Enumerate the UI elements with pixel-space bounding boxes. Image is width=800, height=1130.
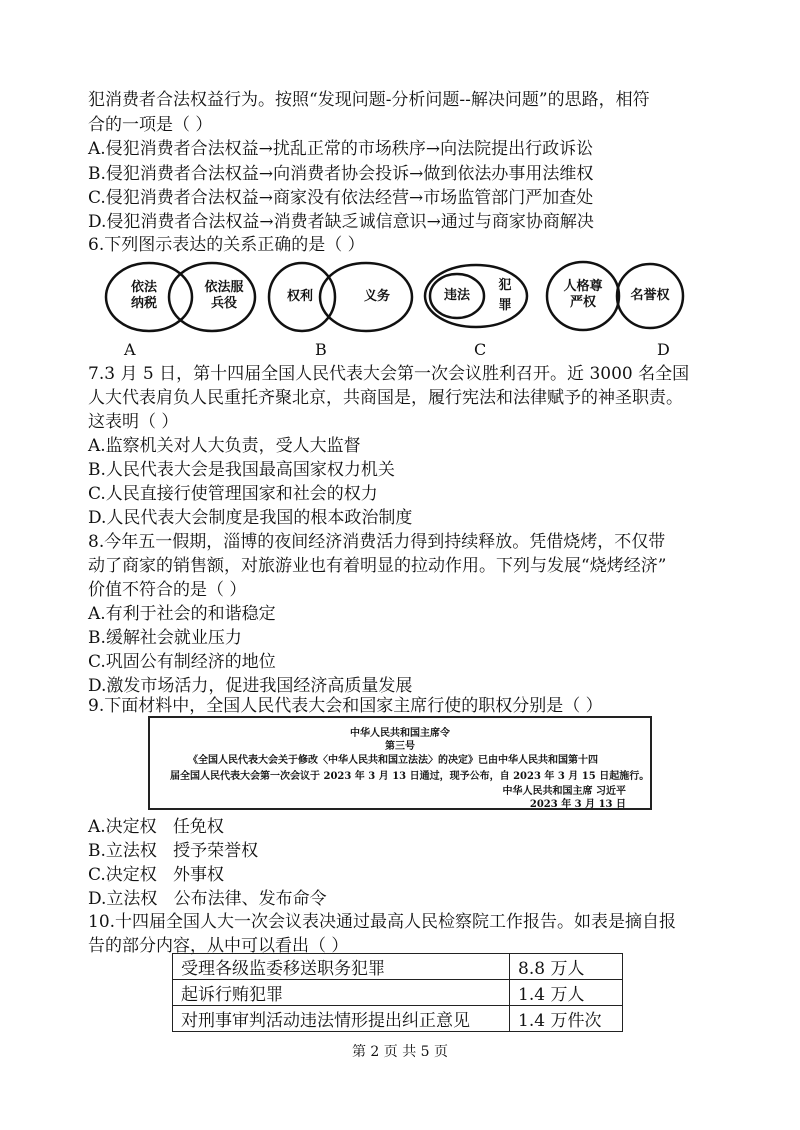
q9-option-a: A.决定权 任免权 bbox=[88, 817, 224, 837]
diagram-c-outer-label: 犯 罪 bbox=[498, 278, 512, 313]
diagram-a-letter: A bbox=[124, 340, 136, 359]
q8-option-a: A.有利于社会的和谐稳定 bbox=[88, 604, 276, 624]
table-cell-value: 1.4 万人 bbox=[510, 980, 623, 1006]
decree-body-line2: 届全国人民代表大会第一次会议于 2023 年 3 月 13 日通过，现予公布，自 2023 年 3 月 15 日起施行。 bbox=[170, 771, 650, 782]
diagram-c-inner-label: 违法 bbox=[443, 288, 470, 303]
q7-stem-line2: 人大代表肩负人民重托齐聚北京，共商国是，履行宪法和法律赋予的神圣职责。 bbox=[88, 388, 683, 408]
diagram-a-left-label: 依法 纳税 bbox=[130, 280, 157, 311]
q7-option-b: B.人民代表大会是我国最高国家权力机关 bbox=[88, 460, 395, 480]
q7-option-d: D.人民代表大会制度是我国的根本政治制度 bbox=[88, 508, 413, 528]
decree-body-line1: 《全国人民代表大会关于修改〈中华人民共和国立法法〉的决定》已由中华人民共和国第十四 bbox=[188, 755, 598, 766]
q5-option-c: C.侵犯消费者合法权益→商家没有依法经营→市场监管部门严加查处 bbox=[88, 188, 594, 208]
q9-option-d: D.立法权 公布法律、发布命令 bbox=[88, 889, 327, 909]
q7-option-c: C.人民直接行使管理国家和社会的权力 bbox=[88, 484, 378, 504]
page-footer: 第 2 页 共 5 页 bbox=[351, 1044, 449, 1060]
q5-option-a: A.侵犯消费者合法权益→扰乱正常的市场秩序→向法院提出行政诉讼 bbox=[88, 139, 594, 159]
diagram-b-right-label: 义务 bbox=[363, 289, 390, 304]
table-cell-item: 受理各级监委移送职务犯罪 bbox=[173, 954, 510, 980]
table-cell-value: 8.8 万人 bbox=[510, 954, 623, 980]
decree-number: 第三号 bbox=[385, 741, 415, 752]
q6-diagrams bbox=[0, 0, 800, 360]
q5-option-d: D.侵犯消费者合法权益→消费者缺乏诚信意识→通过与商家协商解决 bbox=[88, 212, 594, 232]
decree-box bbox=[148, 716, 652, 810]
q9-option-b: B.立法权 授予荣誉权 bbox=[88, 841, 259, 861]
table-cell-item: 对刑事审判活动违法情形提出纠正意见 bbox=[173, 1006, 510, 1032]
decree-signer: 中华人民共和国主席 习近平 bbox=[502, 786, 626, 797]
report-table bbox=[172, 953, 623, 1032]
diagram-b-left-label: 权利 bbox=[286, 289, 313, 304]
q8-option-c: C.巩固公有制经济的地位 bbox=[88, 652, 276, 672]
table-cell-item: 起诉行贿犯罪 bbox=[173, 980, 510, 1006]
q9-option-c: C.决定权 外事权 bbox=[88, 865, 225, 885]
q7-stem-line3: 这表明（ ） bbox=[88, 412, 179, 432]
table-row bbox=[173, 954, 623, 980]
diagram-d-letter: D bbox=[657, 340, 670, 359]
q8-option-d: D.激发市场活力，促进我国经济高质量发展 bbox=[88, 676, 413, 696]
q8-stem-line1: 8.今年五一假期，淄博的夜间经济消费活力得到持续释放。凭借烧烤，不仅带 bbox=[88, 532, 666, 552]
decree-date: 2023 年 3 月 13 日 bbox=[529, 799, 626, 810]
table-cell-value: 1.4 万件次 bbox=[510, 1006, 623, 1032]
diagram-d-left-label: 人格尊 严权 bbox=[563, 279, 603, 310]
table-row bbox=[173, 1006, 623, 1032]
q5-stem-line2: 合的一项是（ ） bbox=[88, 115, 213, 135]
q5-option-b: B.侵犯消费者合法权益→向消费者协会投诉→做到依法办事用法维权 bbox=[88, 164, 594, 184]
q8-option-b: B.缓解社会就业压力 bbox=[88, 628, 242, 648]
q6-stem: 6.下列图示表达的关系正确的是（ ） bbox=[88, 235, 365, 255]
q7-stem-line1: 7.3 月 5 日，第十四届全国人民代表大会第一次会议胜利召开。近 3000 名全国 bbox=[88, 364, 690, 384]
diagram-d-right-label: 名誉权 bbox=[630, 288, 670, 303]
q5-stem-line1: 犯消费者合法权益行为。按照“发现问题-分析问题--解决问题”的思路，相符 bbox=[88, 90, 650, 110]
decree-title: 中华人民共和国主席令 bbox=[350, 728, 450, 739]
q7-option-a: A.监察机关对人大负责，受人大监督 bbox=[88, 436, 361, 456]
q6-diagram-svg bbox=[0, 0, 800, 360]
diagram-a-right-label: 依法服 兵役 bbox=[204, 280, 244, 311]
q10-stem-line1: 10.十四届全国人大一次会议表决通过最高人民检察院工作报告。如表是摘自报 bbox=[88, 912, 677, 932]
q8-stem-line2: 动了商家的销售额，对旅游业也有着明显的拉动作用。下列与发展“烧烤经济” bbox=[88, 556, 667, 576]
q8-stem-line3: 价值不符合的是（ ） bbox=[88, 580, 247, 600]
table-row bbox=[173, 980, 623, 1006]
q9-stem: 9.下面材料中，全国人民代表大会和国家主席行使的职权分别是（ ） bbox=[88, 696, 603, 716]
q10-stem-line2: 告的部分内容，从中可以看出（ ） bbox=[88, 936, 349, 956]
diagram-c-letter: C bbox=[474, 340, 487, 359]
diagram-b-letter: B bbox=[315, 340, 327, 359]
